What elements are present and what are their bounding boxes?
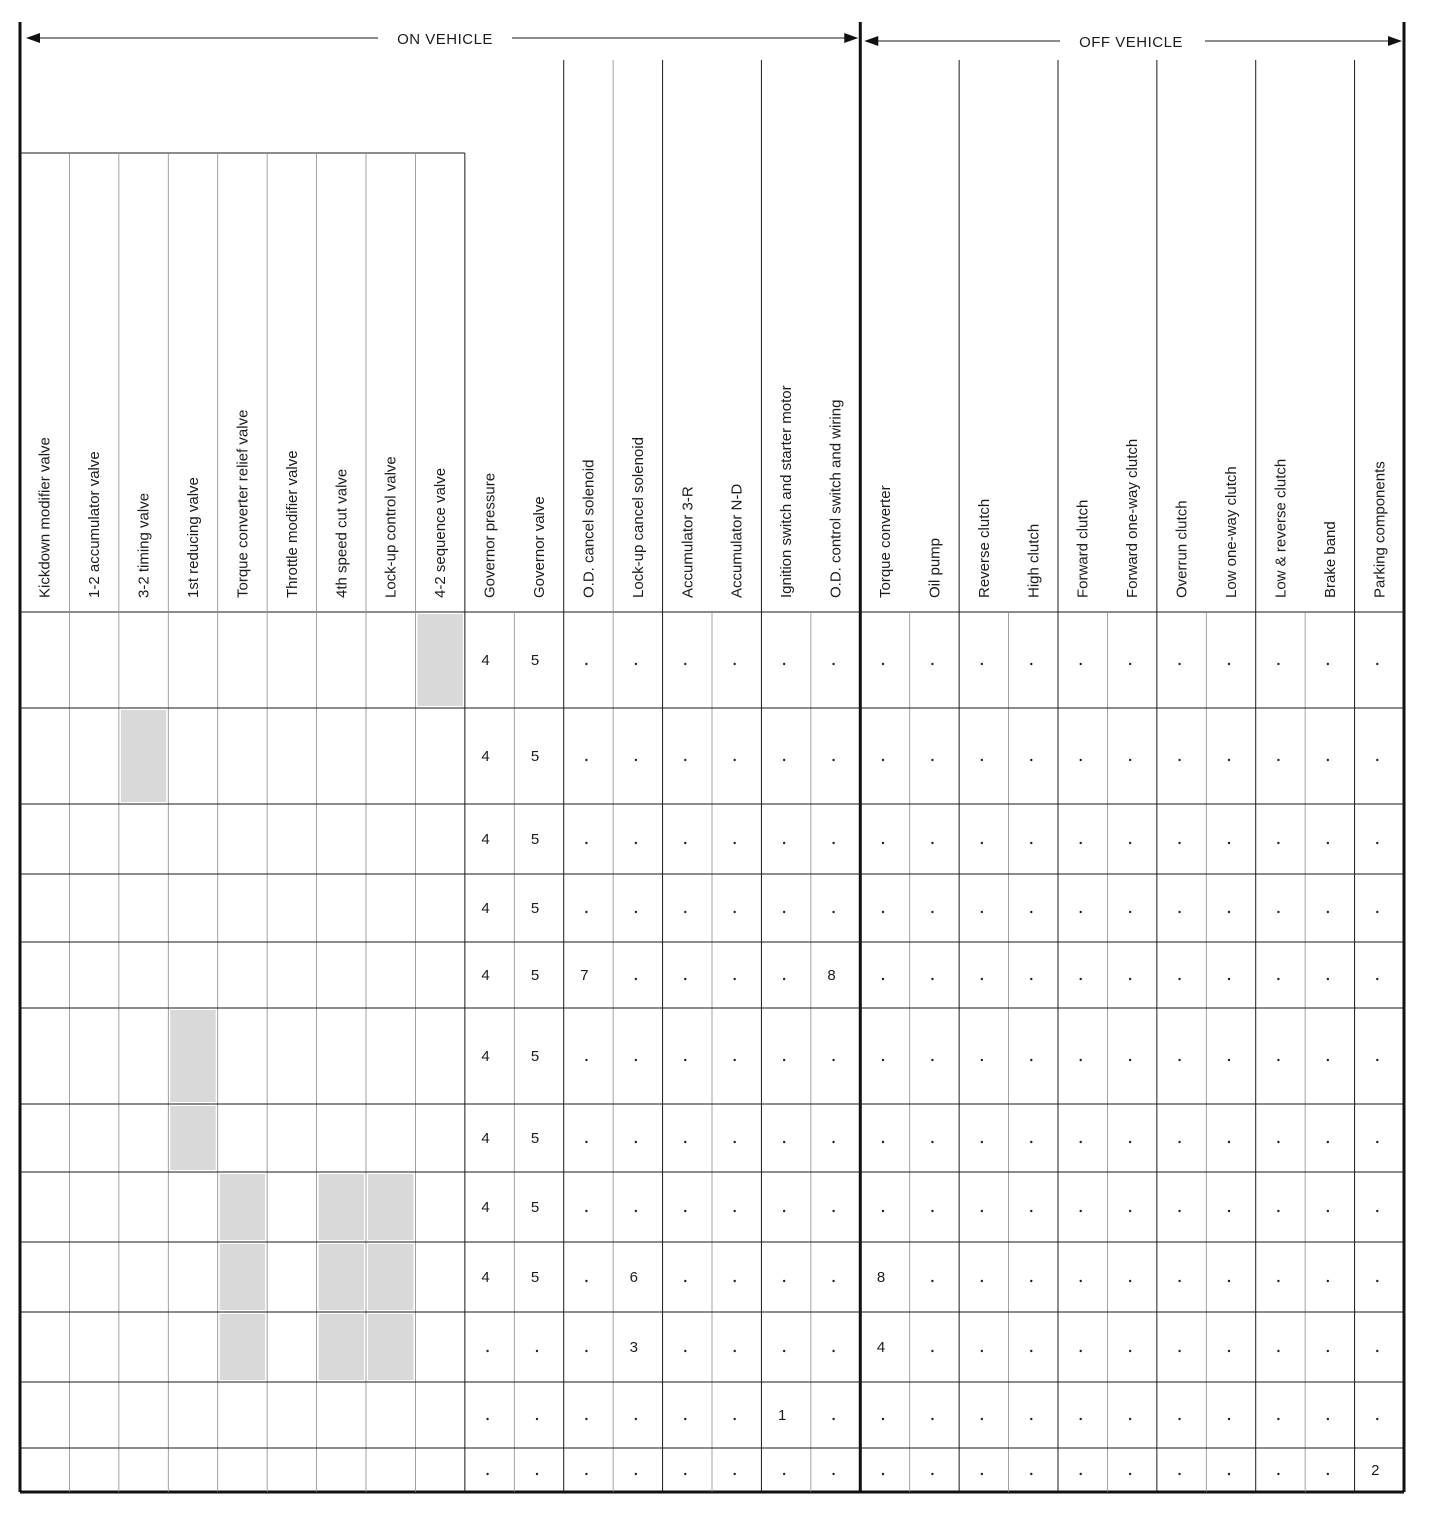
cell-dot bbox=[585, 842, 587, 844]
shaded-cell bbox=[368, 1174, 413, 1240]
column-header: Parking components bbox=[1371, 461, 1389, 598]
cell-dot bbox=[1228, 842, 1230, 844]
column-header: 1st reducing valve bbox=[185, 477, 202, 598]
cell-dot bbox=[783, 1473, 785, 1475]
cell-dot bbox=[486, 1350, 488, 1352]
cell-dot bbox=[1080, 911, 1082, 913]
cell-dot bbox=[783, 1350, 785, 1352]
cell-dot bbox=[1277, 1210, 1279, 1212]
cell-dot bbox=[1376, 1280, 1378, 1282]
cell-dot bbox=[1277, 911, 1279, 913]
cell-dot bbox=[1327, 1210, 1329, 1212]
cell-dot bbox=[882, 663, 884, 665]
cell-dot bbox=[684, 759, 686, 761]
cell-dot bbox=[1129, 1350, 1131, 1352]
cell-dot bbox=[684, 842, 686, 844]
cell-dot bbox=[1277, 1418, 1279, 1420]
cell-dot bbox=[1228, 1280, 1230, 1282]
cell-value: 4 bbox=[481, 900, 490, 917]
cell-dot bbox=[882, 911, 884, 913]
cell-dot bbox=[1030, 1280, 1032, 1282]
cell-value: 8 bbox=[876, 1269, 886, 1286]
shaded-cells bbox=[121, 614, 463, 1380]
cell-dot bbox=[1030, 978, 1032, 980]
cell-dot bbox=[832, 842, 834, 844]
cell-dot bbox=[931, 1350, 933, 1352]
cell-dot bbox=[1277, 759, 1279, 761]
cell-dot bbox=[931, 663, 933, 665]
cell-dot bbox=[783, 1059, 785, 1061]
column-header: 1-2 accumulator valve bbox=[86, 451, 104, 598]
cell-dot bbox=[1030, 1059, 1032, 1061]
cell-dot bbox=[882, 1059, 884, 1061]
cell-dot bbox=[734, 1350, 736, 1352]
cell-dot bbox=[1080, 663, 1082, 665]
cell-dot bbox=[931, 759, 933, 761]
cell-dot bbox=[635, 663, 637, 665]
column-header: Accumulator N-D bbox=[728, 483, 746, 598]
shaded-cell bbox=[319, 1174, 364, 1240]
cell-dot bbox=[1030, 842, 1032, 844]
cell-dot bbox=[1376, 759, 1378, 761]
cell-dot bbox=[1277, 978, 1279, 980]
cell-dot bbox=[981, 759, 983, 761]
cell-dot bbox=[1080, 1473, 1082, 1475]
cell-value: 1 bbox=[777, 1407, 787, 1424]
cell-dot bbox=[536, 1418, 538, 1420]
cell-dot bbox=[783, 1210, 785, 1212]
cell-dot bbox=[882, 1473, 884, 1475]
cell-dot bbox=[1080, 978, 1082, 980]
column-header: Governor pressure bbox=[481, 472, 499, 598]
cell-dot bbox=[882, 759, 884, 761]
cell-dot bbox=[1327, 1141, 1329, 1143]
cell-value: 5 bbox=[530, 748, 540, 765]
cell-dot bbox=[1080, 1418, 1082, 1420]
cell-dot bbox=[684, 978, 686, 980]
cell-dot bbox=[734, 911, 736, 913]
section-label-on-vehicle: ON VEHICLE bbox=[397, 31, 493, 48]
cell-dot bbox=[1129, 1418, 1131, 1420]
column-header: O.D. control switch and wiring bbox=[827, 399, 845, 598]
shaded-cell bbox=[319, 1314, 364, 1380]
cell-value: 4 bbox=[481, 831, 490, 848]
cell-dot bbox=[1178, 1473, 1180, 1475]
cell-value: 5 bbox=[530, 1048, 540, 1065]
cell-dot bbox=[1129, 1059, 1131, 1061]
cell-dot bbox=[1327, 911, 1329, 913]
cell-value: 4 bbox=[481, 967, 490, 984]
cell-dot bbox=[1327, 759, 1329, 761]
cell-dot bbox=[635, 1418, 637, 1420]
arrow-left-icon bbox=[864, 36, 878, 46]
cell-dot bbox=[783, 759, 785, 761]
cell-dot bbox=[931, 1473, 933, 1475]
cell-dot bbox=[832, 1473, 834, 1475]
cell-dot bbox=[1129, 978, 1131, 980]
cell-dot bbox=[1228, 1059, 1230, 1061]
cell-dot bbox=[1178, 1280, 1180, 1282]
cell-dot bbox=[585, 1210, 587, 1212]
cell-dot bbox=[882, 842, 884, 844]
cell-dot bbox=[981, 1210, 983, 1212]
cell-dot bbox=[832, 1059, 834, 1061]
cell-dot bbox=[931, 842, 933, 844]
cell-dot bbox=[585, 663, 587, 665]
cell-dot bbox=[635, 842, 637, 844]
cell-dot bbox=[1030, 759, 1032, 761]
cell-dot bbox=[635, 1141, 637, 1143]
column-header: Torque converter relief valve bbox=[234, 409, 252, 598]
cell-dot bbox=[931, 1418, 933, 1420]
column-header: Kickdown modifier valve bbox=[36, 437, 54, 598]
cell-dot bbox=[1129, 663, 1131, 665]
cell-dot bbox=[981, 663, 983, 665]
cell-dot bbox=[981, 978, 983, 980]
column-header: Brake band bbox=[1321, 521, 1339, 598]
cell-dot bbox=[585, 1473, 587, 1475]
cell-dot bbox=[1228, 1350, 1230, 1352]
cell-dot bbox=[684, 1280, 686, 1282]
column-header: Lock-up control valve bbox=[382, 456, 400, 598]
cell-dot bbox=[635, 978, 637, 980]
cell-value: 6 bbox=[629, 1269, 639, 1286]
cell-dot bbox=[981, 1473, 983, 1475]
cell-dot bbox=[1080, 1059, 1082, 1061]
cell-dot bbox=[635, 759, 637, 761]
cell-dot bbox=[832, 1350, 834, 1352]
cell-dot bbox=[1030, 911, 1032, 913]
cell-dot bbox=[1376, 911, 1378, 913]
cell-dot bbox=[1129, 1473, 1131, 1475]
cell-dot bbox=[981, 911, 983, 913]
cell-dot bbox=[684, 1418, 686, 1420]
cell-dot bbox=[832, 759, 834, 761]
cell-dot bbox=[734, 842, 736, 844]
cell-dot bbox=[734, 1418, 736, 1420]
cell-dot bbox=[981, 842, 983, 844]
cell-dot bbox=[1178, 978, 1180, 980]
section-headers bbox=[26, 31, 1402, 51]
cell-dot bbox=[1327, 1418, 1329, 1420]
cell-dot bbox=[882, 1418, 884, 1420]
cell-dot bbox=[1129, 1280, 1131, 1282]
cell-dot bbox=[635, 1059, 637, 1061]
cell-dot bbox=[1228, 1210, 1230, 1212]
cell-dot bbox=[684, 1210, 686, 1212]
cell-value: 4 bbox=[481, 1199, 490, 1216]
cell-dot bbox=[734, 1059, 736, 1061]
cell-dot bbox=[1178, 663, 1180, 665]
cell-dot bbox=[635, 911, 637, 913]
cell-dot bbox=[734, 1473, 736, 1475]
cell-dot bbox=[1277, 1141, 1279, 1143]
cell-dot bbox=[1277, 663, 1279, 665]
cell-value: 8 bbox=[827, 967, 836, 984]
table-cells bbox=[481, 652, 1379, 1479]
cell-value: 7 bbox=[580, 967, 589, 984]
cell-dot bbox=[1228, 1141, 1230, 1143]
arrow-right-icon bbox=[844, 33, 858, 43]
cell-dot bbox=[783, 842, 785, 844]
shaded-cell bbox=[319, 1244, 364, 1310]
cell-dot bbox=[783, 1141, 785, 1143]
arrow-left-icon bbox=[26, 33, 40, 43]
cell-dot bbox=[1129, 911, 1131, 913]
cell-dot bbox=[1178, 842, 1180, 844]
column-header: Throttle modifier valve bbox=[283, 450, 301, 598]
cell-dot bbox=[931, 978, 933, 980]
cell-dot bbox=[1327, 1280, 1329, 1282]
cell-value: 5 bbox=[530, 900, 540, 917]
cell-dot bbox=[931, 911, 933, 913]
cell-dot bbox=[1228, 911, 1230, 913]
cell-dot bbox=[585, 1280, 587, 1282]
cell-dot bbox=[1277, 1473, 1279, 1475]
shaded-cell bbox=[170, 1106, 215, 1170]
column-header: Torque converter bbox=[877, 485, 894, 598]
cell-dot bbox=[1376, 1350, 1378, 1352]
cell-dot bbox=[1080, 842, 1082, 844]
cell-dot bbox=[1327, 1059, 1329, 1061]
cell-dot bbox=[783, 978, 785, 980]
cell-value: 4 bbox=[481, 652, 490, 669]
cell-dot bbox=[783, 663, 785, 665]
column-header: Forward clutch bbox=[1074, 499, 1092, 598]
section-label-off-vehicle: OFF VEHICLE bbox=[1079, 34, 1183, 51]
shaded-cell bbox=[368, 1314, 413, 1380]
column-header: 3-2 timing valve bbox=[135, 492, 153, 598]
column-header: Accumulator 3-R bbox=[679, 486, 697, 598]
cell-dot bbox=[1228, 1418, 1230, 1420]
cell-dot bbox=[931, 1141, 933, 1143]
cell-dot bbox=[684, 1141, 686, 1143]
shaded-cell bbox=[121, 710, 166, 802]
cell-dot bbox=[1080, 1210, 1082, 1212]
cell-value: 5 bbox=[530, 1269, 540, 1286]
cell-dot bbox=[1376, 1141, 1378, 1143]
cell-dot bbox=[635, 1210, 637, 1212]
cell-dot bbox=[1129, 842, 1131, 844]
cell-dot bbox=[734, 1141, 736, 1143]
cell-dot bbox=[1030, 1418, 1032, 1420]
cell-dot bbox=[1228, 1473, 1230, 1475]
cell-dot bbox=[684, 663, 686, 665]
cell-dot bbox=[734, 1210, 736, 1212]
cell-dot bbox=[832, 911, 834, 913]
cell-dot bbox=[783, 911, 785, 913]
cell-dot bbox=[882, 1210, 884, 1212]
arrow-right-icon bbox=[1388, 36, 1402, 46]
cell-value: 3 bbox=[629, 1339, 639, 1356]
cell-dot bbox=[1376, 978, 1378, 980]
shaded-cell bbox=[368, 1244, 413, 1310]
cell-dot bbox=[1228, 663, 1230, 665]
column-header: Governor valve bbox=[531, 496, 548, 598]
column-header: Low one-way clutch bbox=[1223, 466, 1240, 598]
cell-dot bbox=[1327, 978, 1329, 980]
cell-value: 5 bbox=[530, 967, 540, 984]
cell-dot bbox=[931, 1210, 933, 1212]
cell-value: 5 bbox=[530, 831, 540, 848]
cell-dot bbox=[1080, 759, 1082, 761]
column-header: Lock-up cancel solenoid bbox=[629, 437, 647, 598]
cell-dot bbox=[1178, 759, 1180, 761]
shaded-cell bbox=[220, 1314, 265, 1380]
cell-dot bbox=[981, 1350, 983, 1352]
cell-dot bbox=[1178, 1141, 1180, 1143]
cell-dot bbox=[1080, 1141, 1082, 1143]
cell-dot bbox=[1327, 1350, 1329, 1352]
column-header: Low & reverse clutch bbox=[1272, 458, 1290, 598]
column-header: Reverse clutch bbox=[975, 498, 993, 598]
cell-dot bbox=[882, 1141, 884, 1143]
cell-dot bbox=[1030, 1473, 1032, 1475]
cell-dot bbox=[585, 1141, 587, 1143]
cell-dot bbox=[1030, 1141, 1032, 1143]
cell-dot bbox=[585, 1059, 587, 1061]
cell-dot bbox=[981, 1141, 983, 1143]
cell-value: 5 bbox=[530, 1199, 540, 1216]
cell-dot bbox=[635, 1473, 637, 1475]
cell-dot bbox=[1376, 1210, 1378, 1212]
cell-dot bbox=[585, 1350, 587, 1352]
cell-value: 4 bbox=[876, 1339, 886, 1356]
cell-dot bbox=[1129, 1141, 1131, 1143]
cell-dot bbox=[832, 1280, 834, 1282]
cell-dot bbox=[1277, 842, 1279, 844]
cell-value: 4 bbox=[481, 748, 490, 765]
cell-dot bbox=[1030, 1350, 1032, 1352]
cell-dot bbox=[585, 1418, 587, 1420]
cell-dot bbox=[981, 1059, 983, 1061]
cell-dot bbox=[684, 911, 686, 913]
cell-dot bbox=[981, 1418, 983, 1420]
cell-dot bbox=[1178, 1350, 1180, 1352]
cell-dot bbox=[1228, 978, 1230, 980]
cell-dot bbox=[931, 1059, 933, 1061]
cell-value: 4 bbox=[481, 1130, 490, 1147]
cell-dot bbox=[585, 759, 587, 761]
column-headers bbox=[37, 385, 1389, 598]
column-header: Oil pump bbox=[926, 537, 944, 598]
column-header: O.D. cancel solenoid bbox=[580, 459, 598, 598]
cell-dot bbox=[832, 1418, 834, 1420]
column-header: 4th speed cut valve bbox=[333, 468, 351, 598]
cell-dot bbox=[931, 1280, 933, 1282]
cell-dot bbox=[1228, 759, 1230, 761]
cell-dot bbox=[1178, 1418, 1180, 1420]
cell-dot bbox=[882, 978, 884, 980]
cell-dot bbox=[1376, 1059, 1378, 1061]
column-header: Forward one-way clutch bbox=[1124, 438, 1142, 598]
shaded-cell bbox=[417, 614, 462, 706]
cell-dot bbox=[1178, 1059, 1180, 1061]
cell-dot bbox=[1327, 1473, 1329, 1475]
cell-dot bbox=[1376, 842, 1378, 844]
cell-dot bbox=[486, 1418, 488, 1420]
shaded-cell bbox=[220, 1244, 265, 1310]
cell-dot bbox=[734, 663, 736, 665]
cell-dot bbox=[734, 759, 736, 761]
cell-dot bbox=[1080, 1350, 1082, 1352]
cell-dot bbox=[1277, 1350, 1279, 1352]
column-header: Overrun clutch bbox=[1173, 500, 1191, 598]
cell-value: 5 bbox=[530, 652, 540, 669]
cell-dot bbox=[684, 1350, 686, 1352]
cell-dot bbox=[1327, 842, 1329, 844]
cell-dot bbox=[1129, 759, 1131, 761]
shaded-cell bbox=[220, 1174, 265, 1240]
cell-dot bbox=[1178, 1210, 1180, 1212]
cell-dot bbox=[1376, 663, 1378, 665]
cell-dot bbox=[1030, 1210, 1032, 1212]
cell-dot bbox=[1178, 911, 1180, 913]
cell-dot bbox=[734, 1280, 736, 1282]
cell-dot bbox=[684, 1473, 686, 1475]
cell-dot bbox=[486, 1473, 488, 1475]
cell-dot bbox=[585, 911, 587, 913]
cell-dot bbox=[684, 1059, 686, 1061]
cell-value: 4 bbox=[481, 1269, 490, 1286]
cell-dot bbox=[1030, 663, 1032, 665]
cell-dot bbox=[832, 1210, 834, 1212]
cell-dot bbox=[1080, 1280, 1082, 1282]
cell-dot bbox=[1129, 1210, 1131, 1212]
cell-dot bbox=[1327, 663, 1329, 665]
cell-dot bbox=[981, 1280, 983, 1282]
cell-dot bbox=[536, 1350, 538, 1352]
cell-value: 5 bbox=[530, 1130, 540, 1147]
cell-dot bbox=[1277, 1280, 1279, 1282]
cell-dot bbox=[536, 1473, 538, 1475]
column-header: Ignition switch and starter motor bbox=[778, 385, 796, 598]
cell-dot bbox=[734, 978, 736, 980]
cell-dot bbox=[783, 1280, 785, 1282]
column-header: High clutch bbox=[1025, 523, 1043, 598]
cell-dot bbox=[832, 663, 834, 665]
shaded-cell bbox=[170, 1010, 215, 1102]
cell-dot bbox=[832, 1141, 834, 1143]
cell-dot bbox=[1376, 1418, 1378, 1420]
cell-value: 4 bbox=[481, 1048, 490, 1065]
column-header: 4-2 sequence valve bbox=[432, 467, 450, 598]
cell-dot bbox=[1277, 1059, 1279, 1061]
cell-value: 2 bbox=[1371, 1462, 1380, 1479]
